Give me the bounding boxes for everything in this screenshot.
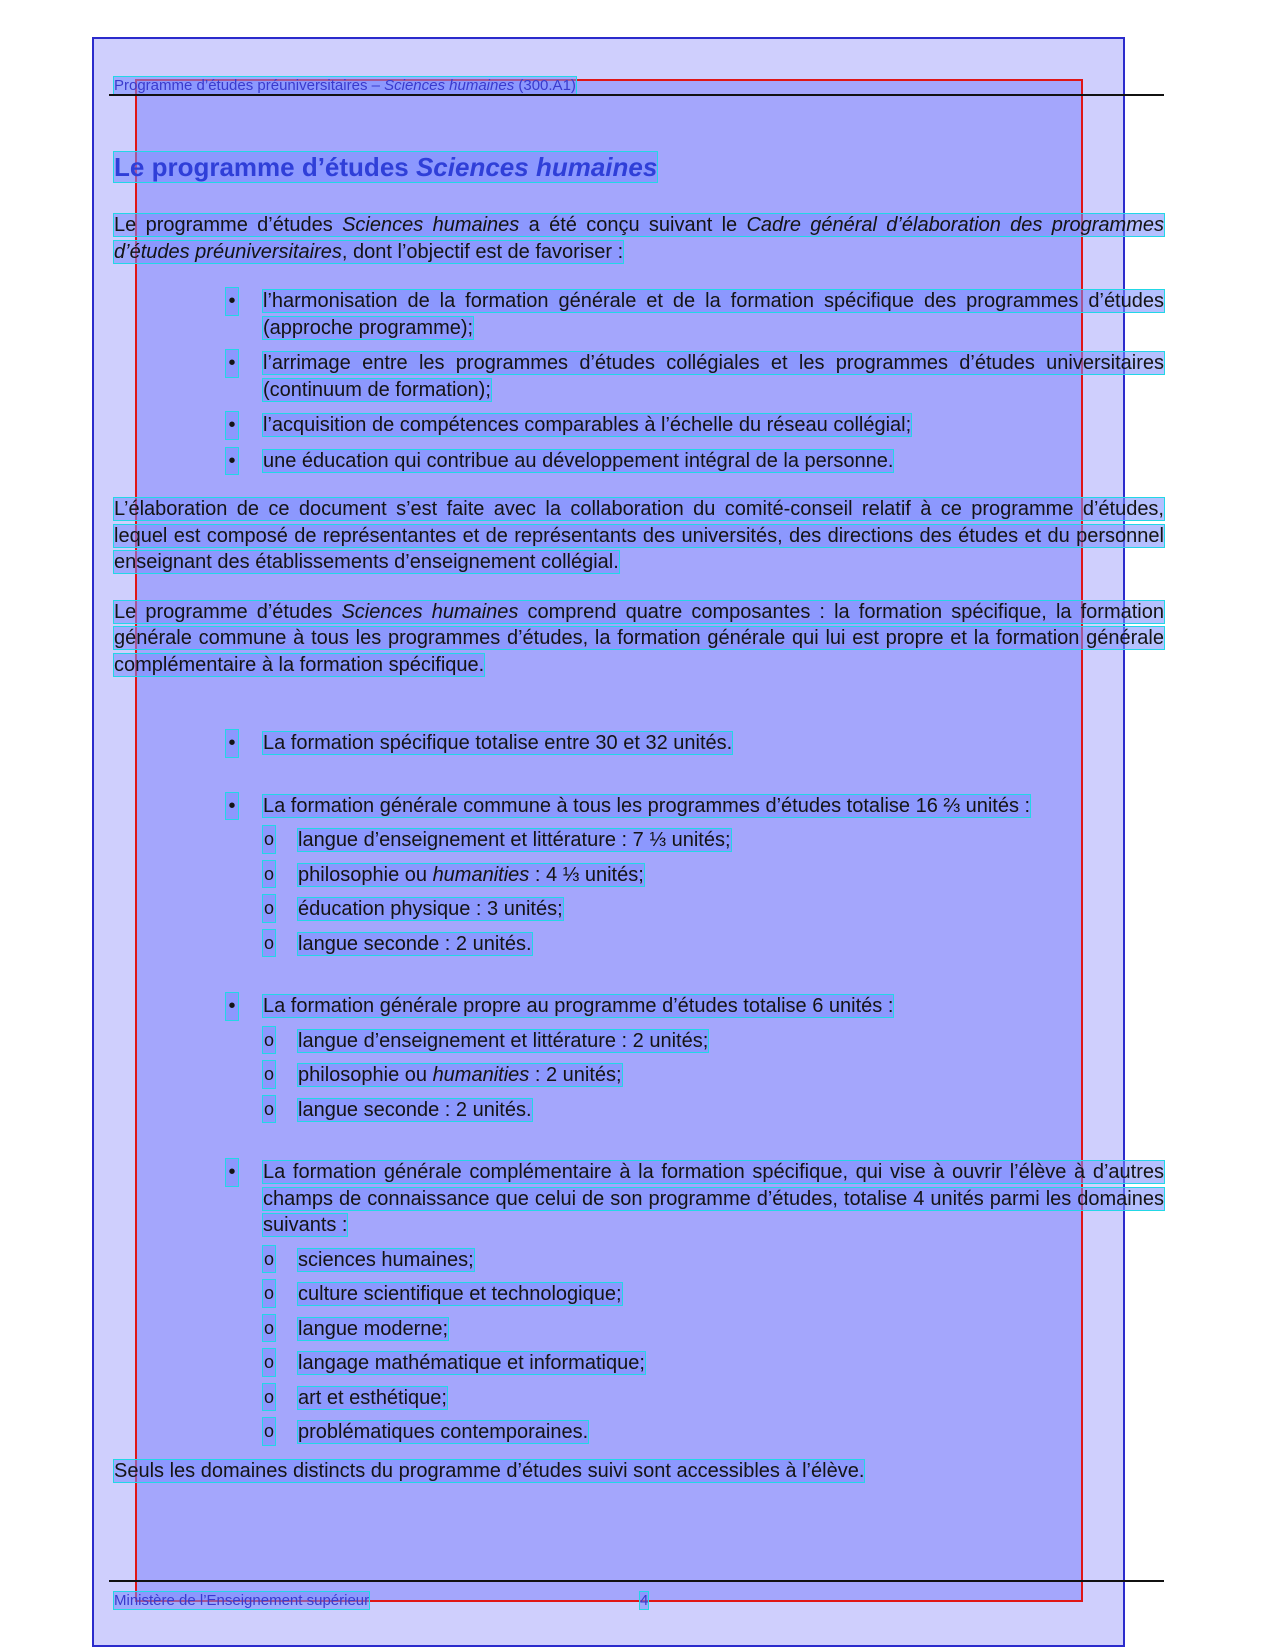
closing-text: Seuls les domaines distincts du programme d’études suivi sont accessibles à l’élève. [114,1459,865,1482]
sub-item-text: philosophie ou [298,1064,433,1086]
title-prefix: Le programme d’études [114,152,416,182]
sub-item-text: : 2 unités; [529,1064,622,1086]
components-text-c: comprend quatre composantes : la formation spécifique, la formation générale commune à tous les programmes d’études, la formation générale qui lui est propre et la formation générale complémentaire à la formation spécifique. [114,600,1164,676]
sub-bullet-icon: o [263,1027,275,1054]
list-item [263,1419,1164,1446]
header-rule [109,94,1164,96]
components-text-a: Le programme d’études [114,600,342,623]
sub-item-text: langue seconde : 2 unités. [298,1098,532,1121]
sub-item-italic: humanities [432,863,530,886]
sub-item-text: langue d’enseignement et littérature : 7 ⅓ unités; [298,829,731,851]
sub-item-text: culture scientifique et technologique; [298,1283,622,1305]
bullet-icon: • [226,793,238,820]
footer-ministry: Ministère de l’Enseignement supérieur [114,1592,370,1609]
objectives-list [226,288,1164,474]
complementary-training-text: La formation générale complémentaire à la formation spécifique, qui vise à ouvrir l’élève à d’autres champs de connaissance que celui de son programme d’études, totalise 4 unités parmi les domaines suivants : [263,1161,1164,1236]
list-item [226,793,1164,958]
bullet-icon: • [226,412,238,439]
complementary-sublist [263,1247,1164,1446]
sub-bullet-icon: o [263,895,275,922]
list-item [263,827,1164,854]
intro-paragraph [114,212,1164,265]
list-item [226,730,1164,757]
header-program-name: Sciences humaines [384,77,515,94]
sub-bullet-icon: o [263,1418,275,1445]
own-training-text: La formation générale propre au programme d’études totalise 6 unités : [263,995,894,1017]
objective-text: une éducation qui contribue au développement intégral de la personne. [263,449,894,472]
objective-text: l’harmonisation de la formation générale et de la formation spécifique des programmes d’études (approche programme); [263,290,1164,339]
common-training-sublist [263,827,1164,957]
specific-training-text: La formation spécifique totalise entre 30 et 32 unités. [263,732,733,754]
list-item [263,896,1164,923]
header-program-code: (300.A1) [514,77,576,94]
sub-item-text: langue seconde : 2 unités. [298,932,532,955]
title-italic: Sciences humaines [415,152,658,182]
bullet-icon: • [226,350,238,377]
list-item [226,288,1164,341]
list-item [263,1316,1164,1343]
components-paragraph [114,599,1164,679]
list-item [263,1062,1164,1089]
sub-item-text: art et esthétique; [298,1386,447,1409]
page-number: 4 [640,1592,649,1609]
list-item [263,1350,1164,1377]
sub-bullet-icon: o [263,1280,275,1307]
sub-item-text: langue d’enseignement et littérature : 2 unités; [298,1029,709,1052]
page-title [114,150,1164,184]
list-item [226,993,1164,1123]
list-item [263,1247,1164,1274]
objective-text: l’arrimage entre les programmes d’études collégiales et les programmes d’études universitaires (continuum de formation); [263,352,1164,401]
sub-bullet-icon: o [263,861,275,888]
sub-item-text: : 4 ⅓ unités; [529,863,644,886]
intro-text-b: Sciences humaines [342,214,520,236]
closing-paragraph [114,1458,1164,1485]
intro-text-e: , dont l’objectif est de favoriser : [341,240,624,263]
intro-text-c: a été conçu suivant le [519,214,747,236]
list-item [263,1385,1164,1412]
running-header [114,77,576,94]
running-footer [114,1592,369,1609]
list-item [226,412,1164,439]
objective-text: l’acquisition de compétences comparables à l’échelle du réseau collégial; [263,414,912,436]
list-item [263,1028,1164,1055]
list-item [263,1097,1164,1124]
elaboration-text: L’élaboration de ce document s’est faite avec la collaboration du comité-conseil relatif à ce programme d’études, lequel est composé de représentantes et de représentants des universités, des directions des études et du personnel enseignant des établissements d’enseignement collégial. [114,498,1164,573]
elaboration-paragraph [114,496,1164,576]
sub-bullet-icon: o [263,1246,275,1273]
bullet-icon: • [226,730,238,757]
bullet-icon: • [226,448,238,475]
sub-item-text: langage mathématique et informatique; [298,1352,645,1374]
sub-item-text: philosophie ou [298,863,433,886]
sub-item-text: sciences humaines; [298,1248,474,1271]
list-item [226,448,1164,475]
common-training-text: La formation générale commune à tous les programmes d’études totalise 16 ⅔ unités : [263,794,1031,817]
sub-bullet-icon: o [263,1315,275,1342]
footer-rule [109,1580,1164,1582]
intro-text-a: Le programme d’études [114,214,343,236]
document-body [114,150,1164,1484]
list-item [263,931,1164,958]
sub-bullet-icon: o [263,1061,275,1088]
components-text-b: Sciences humaines [341,600,519,623]
sub-item-italic: humanities [432,1064,530,1086]
list-item [263,1281,1164,1308]
sub-item-text: problématiques contemporaines. [298,1421,589,1443]
own-training-sublist [263,1028,1164,1124]
list-item [226,1159,1164,1446]
sub-bullet-icon: o [263,1096,275,1123]
sub-bullet-icon: o [263,1349,275,1376]
training-components-list [226,730,1164,1446]
header-program: Programme d’études préuniversitaires – [114,77,385,94]
bullet-icon: • [226,993,238,1020]
sub-item-text: éducation physique : 3 unités; [298,898,563,920]
intro-text-d: Cadre général d’élaboration des programmes d’études préuniversitaires [114,214,1164,263]
sub-item-text: langue moderne; [298,1317,449,1340]
bullet-icon: • [226,1159,238,1186]
sub-bullet-icon: o [263,930,275,957]
list-item [263,862,1164,889]
list-item [226,350,1164,403]
bullet-icon: • [226,288,238,315]
sub-bullet-icon: o [263,826,275,853]
sub-bullet-icon: o [263,1384,275,1411]
